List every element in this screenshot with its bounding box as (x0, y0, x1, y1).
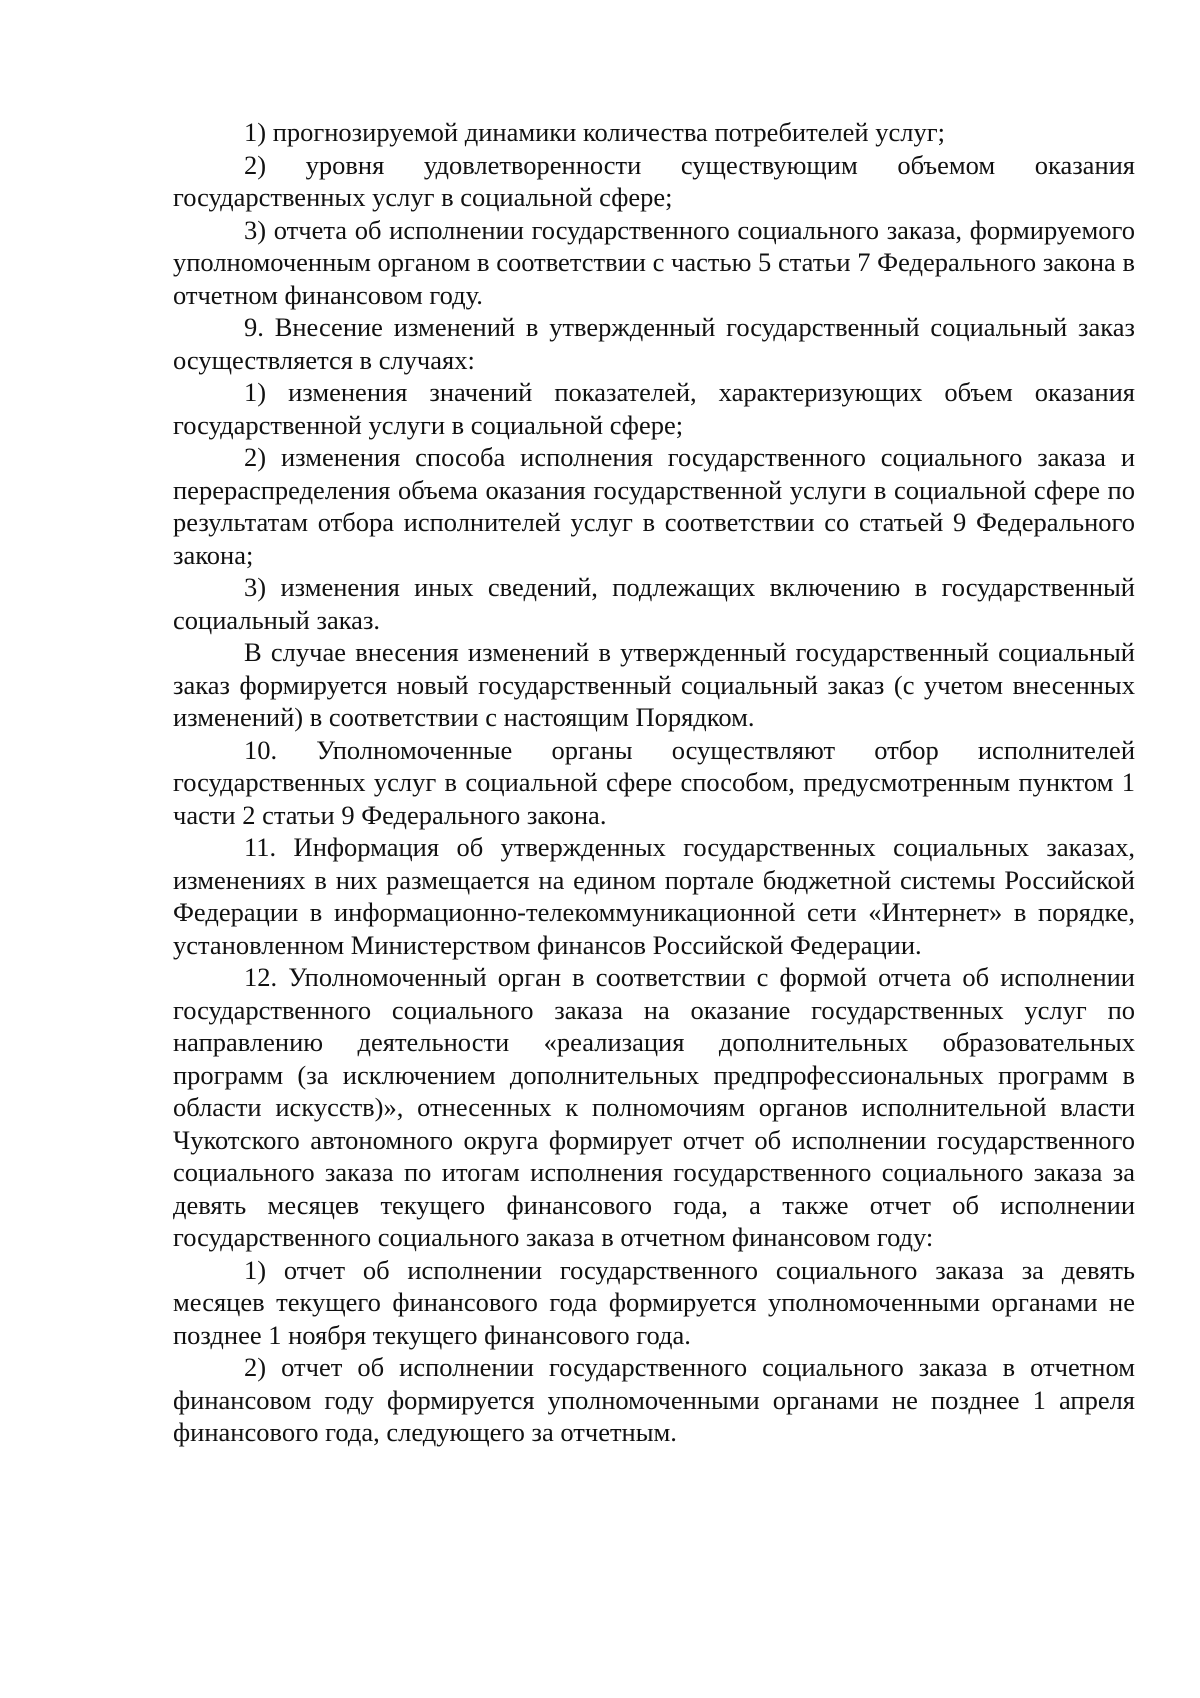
paragraph-item-2-satisfaction: 2) уровня удовлетворенности существующим объемом оказания государственных услуг в социальной сфере; (173, 149, 1135, 212)
document-body (173, 116, 1135, 1449)
paragraph-clause-10: 10. Уполномоченные органы осуществляют отбор исполнителей государственных услуг в социальной сфере способом, предусмотренным пунктом 1 части 2 статьи 9 Федерального закона. (173, 734, 1135, 830)
paragraph-item-1-forecast: 1) прогнозируемой динамики количества потребителей услуг; (244, 117, 945, 147)
paragraph-item-3-report: 3) отчета об исполнении государственного социального заказа, формируемого уполномоченным органом в соответствии с частью 5 статьи 7 Федерального закона в отчетном финансовом году. (173, 214, 1135, 310)
paragraph-clause-9-note: В случае внесения изменений в утвержденный государственный социальный заказ формируется новый государственный социальный заказ (с учетом внесенных изменений) в соответствии с настоящим Порядком. (173, 637, 1135, 732)
paragraph-clause-12-item-1: 1) отчет об исполнении государственного социального заказа за девять месяцев текущего финансового года формируется уполномоченными органами не позднее 1 ноября текущего финансового года. (173, 1254, 1135, 1350)
paragraph-clause-12: 12. Уполномоченный орган в соответствии с формой отчета об исполнении государственного социального заказа на оказание государственных услуг по направлению деятельности «реализация дополнительных образовательных программ (за исключением дополнительных предпрофессиональных программ в области искусств)», отнесенных к полномочиям органов исполнительной власти Чукотского автономного округа формирует отчет об исполнении государственного социального заказа по итогам исполнения государственного социального заказа за девять месяцев текущего финансового года, а также отчет об исполнении государственного социального заказа в отчетном финансовом году: (173, 962, 1135, 1252)
paragraph-clause-9-item-3: 3) изменения иных сведений, подлежащих включению в государственный социальный заказ. (173, 572, 1135, 635)
paragraph-clause-12-item-2: 2) отчет об исполнении государственного социального заказа в отчетном финансовом году формируется уполномоченными органами не позднее 1 апреля финансового года, следующего за отчетным. (173, 1352, 1135, 1447)
paragraph-clause-9-item-1: 1) изменения значений показателей, характеризующих объем оказания государственной услуги в социальной сфере; (173, 377, 1135, 440)
paragraph-clause-9-item-2: 2) изменения способа исполнения государственного социального заказа и перераспределения объема оказания государственной услуги в социальной сфере по результатам отбора исполнителей услуг в соответствии со статьей 9 Федерального закона; (173, 442, 1135, 570)
paragraph-clause-11: 11. Информация об утвержденных государственных социальных заказах, изменениях в них размещается на едином портале бюджетной системы Российской Федерации в информационно-телекоммуникационной сети «Интернет» в порядке, установленном Министерством финансов Российской Федерации. (173, 832, 1135, 960)
paragraph-clause-9: 9. Внесение изменений в утвержденный государственный социальный заказ осуществляется в случаях: (173, 312, 1135, 375)
